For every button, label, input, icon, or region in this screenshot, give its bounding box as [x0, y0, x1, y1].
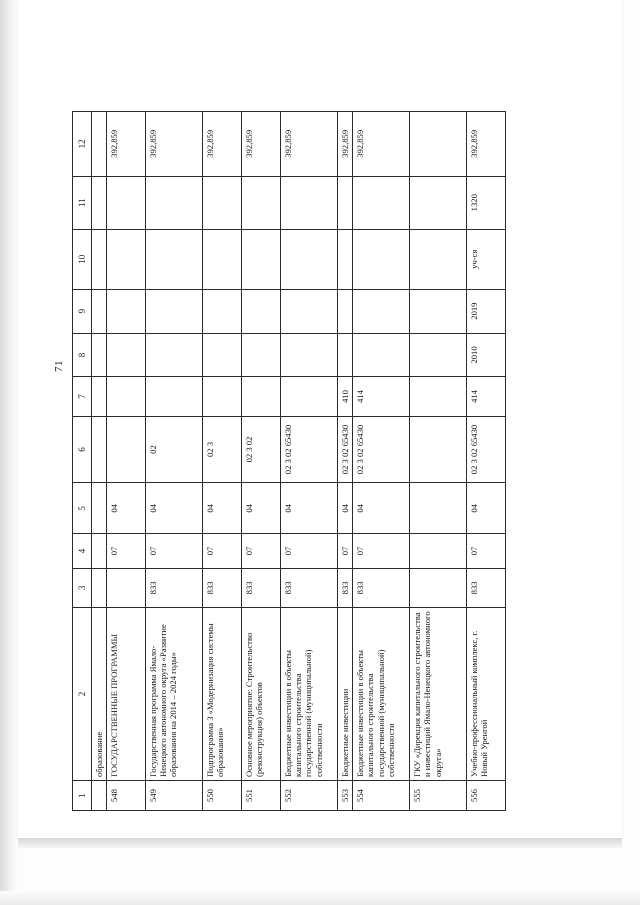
column-number-4: 4	[73, 533, 92, 568]
row-start-year	[107, 333, 146, 377]
row-chapter	[92, 568, 107, 607]
row-section	[410, 533, 467, 568]
row-target-item: 02	[146, 416, 203, 483]
column-number-11: 11	[73, 176, 92, 229]
row-unit	[410, 229, 467, 289]
row-capacity	[338, 176, 353, 229]
row-amount: 392,859	[107, 111, 146, 176]
row-end-year	[410, 289, 467, 333]
row-unit	[353, 229, 410, 289]
row-end-year	[203, 289, 242, 333]
column-number-3: 3	[73, 568, 92, 607]
row-capacity	[410, 176, 467, 229]
row-capacity	[203, 176, 242, 229]
row-name: ГКУ «Дирекция капитального строительства и инвестиций Ямало-Ненецкого автономного округа»	[410, 607, 467, 780]
row-start-year	[338, 333, 353, 377]
row-chapter: 833	[146, 568, 203, 607]
row-unit: уч-ся	[467, 229, 506, 289]
row-end-year	[242, 289, 281, 333]
paper-sheet-shadow	[18, 838, 622, 848]
column-number-1: 1	[73, 780, 92, 810]
row-expense-type	[281, 376, 338, 415]
row-expense-type: 414	[353, 376, 410, 415]
row-unit	[146, 229, 203, 289]
row-name: Основное мероприятие: Строительство (реконструкция) объектов	[242, 607, 281, 780]
row-target-item	[107, 416, 146, 483]
row-unit	[281, 229, 338, 289]
row-chapter	[107, 568, 146, 607]
row-name: Государственная программа Ямало-Ненецкого автономного округа «Развитие образования на 2014 – 2024 годы»	[146, 607, 203, 780]
row-name: Учебно-профессиональный комплекс, г. Новый Уренгой	[467, 607, 506, 780]
row-number: 550	[203, 780, 242, 810]
row-amount: 392,859	[242, 111, 281, 176]
row-target-item: 02 3 02 65430	[353, 416, 410, 483]
column-number-10: 10	[73, 229, 92, 289]
row-unit	[338, 229, 353, 289]
row-number: 556	[467, 780, 506, 810]
row-chapter: 833	[467, 568, 506, 607]
row-chapter: 833	[338, 568, 353, 607]
row-section: 07	[281, 533, 338, 568]
row-start-year	[146, 333, 203, 377]
table-row	[146, 111, 203, 810]
row-end-year: 2019	[467, 289, 506, 333]
row-start-year	[353, 333, 410, 377]
row-number: 553	[338, 780, 353, 810]
row-start-year	[203, 333, 242, 377]
row-name: Подпрограмма 3 «Модернизация системы образования»	[203, 607, 242, 780]
row-start-year	[242, 333, 281, 377]
scan-left-edge	[0, 0, 18, 905]
row-chapter: 833	[353, 568, 410, 607]
row-subsection: 04	[203, 482, 242, 533]
row-name: ГОСУДАРСТВЕННЫЕ ПРОГРАММЫ	[107, 607, 146, 780]
table-row	[107, 111, 146, 810]
row-amount	[410, 111, 467, 176]
column-number-12: 12	[73, 111, 92, 176]
row-chapter: 833	[242, 568, 281, 607]
row-start-year	[410, 333, 467, 377]
row-number: 554	[353, 780, 410, 810]
row-end-year	[146, 289, 203, 333]
table-row	[353, 111, 410, 810]
row-end-year	[92, 289, 107, 333]
row-target-item	[410, 416, 467, 483]
row-name: Бюджетные инвестиции в объекты капитального строительства государственной (муниципальной) собственности	[281, 607, 338, 780]
row-section: 07	[353, 533, 410, 568]
column-number-2: 2	[73, 607, 92, 780]
row-start-year: 2010	[467, 333, 506, 377]
row-subsection	[92, 482, 107, 533]
row-number: 552	[281, 780, 338, 810]
row-target-item: 02 3 02 65430	[281, 416, 338, 483]
row-target-item	[92, 416, 107, 483]
column-number-5: 5	[73, 482, 92, 533]
row-target-item: 02 3 02 65430	[467, 416, 506, 483]
table-row	[203, 111, 242, 810]
budget-table	[72, 111, 506, 811]
row-section: 07	[338, 533, 353, 568]
row-target-item: 02 3	[203, 416, 242, 483]
row-subsection	[410, 482, 467, 533]
row-name: Бюджетные инвестиции в объекты капитального строительства государственной (муниципальной) собственности	[353, 607, 410, 780]
scan-bottom-edge	[0, 891, 640, 905]
column-number-7: 7	[73, 376, 92, 415]
row-subsection: 04	[467, 482, 506, 533]
row-chapter: 833	[203, 568, 242, 607]
row-subsection: 04	[242, 482, 281, 533]
row-section: 07	[146, 533, 203, 568]
table-row	[92, 111, 107, 810]
row-capacity	[281, 176, 338, 229]
row-amount: 392,859	[467, 111, 506, 176]
row-end-year	[107, 289, 146, 333]
row-unit	[92, 229, 107, 289]
table-row	[467, 111, 506, 810]
row-expense-type	[410, 376, 467, 415]
row-unit	[107, 229, 146, 289]
column-number-8: 8	[73, 333, 92, 377]
row-number	[92, 780, 107, 810]
table-row	[410, 111, 467, 810]
row-number: 549	[146, 780, 203, 810]
table-row	[338, 111, 353, 810]
row-end-year	[338, 289, 353, 333]
row-number: 551	[242, 780, 281, 810]
row-expense-type	[107, 376, 146, 415]
row-start-year	[281, 333, 338, 377]
row-amount: 392,859	[281, 111, 338, 176]
row-number: 555	[410, 780, 467, 810]
row-capacity	[92, 176, 107, 229]
row-expense-type: 414	[467, 376, 506, 415]
row-amount: 392,859	[338, 111, 353, 176]
row-capacity	[242, 176, 281, 229]
row-subsection: 04	[338, 482, 353, 533]
row-expense-type	[92, 376, 107, 415]
row-amount: 392,859	[146, 111, 203, 176]
row-number: 548	[107, 780, 146, 810]
column-number-9: 9	[73, 289, 92, 333]
row-name: Бюджетные инвестиции	[338, 607, 353, 780]
row-unit	[242, 229, 281, 289]
row-section: 07	[242, 533, 281, 568]
row-subsection: 04	[281, 482, 338, 533]
table-row	[281, 111, 338, 810]
row-section	[92, 533, 107, 568]
row-name: образование	[92, 607, 107, 780]
row-capacity	[146, 176, 203, 229]
row-subsection: 04	[146, 482, 203, 533]
row-target-item: 02 3 02	[242, 416, 281, 483]
table-header-row	[73, 111, 92, 810]
row-amount: 392,859	[203, 111, 242, 176]
row-expense-type	[146, 376, 203, 415]
row-section: 07	[107, 533, 146, 568]
column-number-6: 6	[73, 416, 92, 483]
row-target-item: 02 3 02 65430	[338, 416, 353, 483]
row-chapter	[410, 568, 467, 607]
table-row	[242, 111, 281, 810]
row-section: 07	[203, 533, 242, 568]
row-expense-type: 410	[338, 376, 353, 415]
row-amount	[92, 111, 107, 176]
row-subsection: 04	[353, 482, 410, 533]
row-start-year	[92, 333, 107, 377]
row-subsection: 04	[107, 482, 146, 533]
row-capacity	[353, 176, 410, 229]
page-number: 71	[53, 360, 65, 372]
row-unit	[203, 229, 242, 289]
row-end-year	[281, 289, 338, 333]
row-capacity	[107, 176, 146, 229]
row-section: 07	[467, 533, 506, 568]
row-expense-type	[242, 376, 281, 415]
row-chapter: 833	[281, 568, 338, 607]
row-end-year	[353, 289, 410, 333]
row-capacity: 1320	[467, 176, 506, 229]
row-amount: 392,859	[353, 111, 410, 176]
row-expense-type	[203, 376, 242, 415]
budget-table-container	[72, 111, 592, 811]
